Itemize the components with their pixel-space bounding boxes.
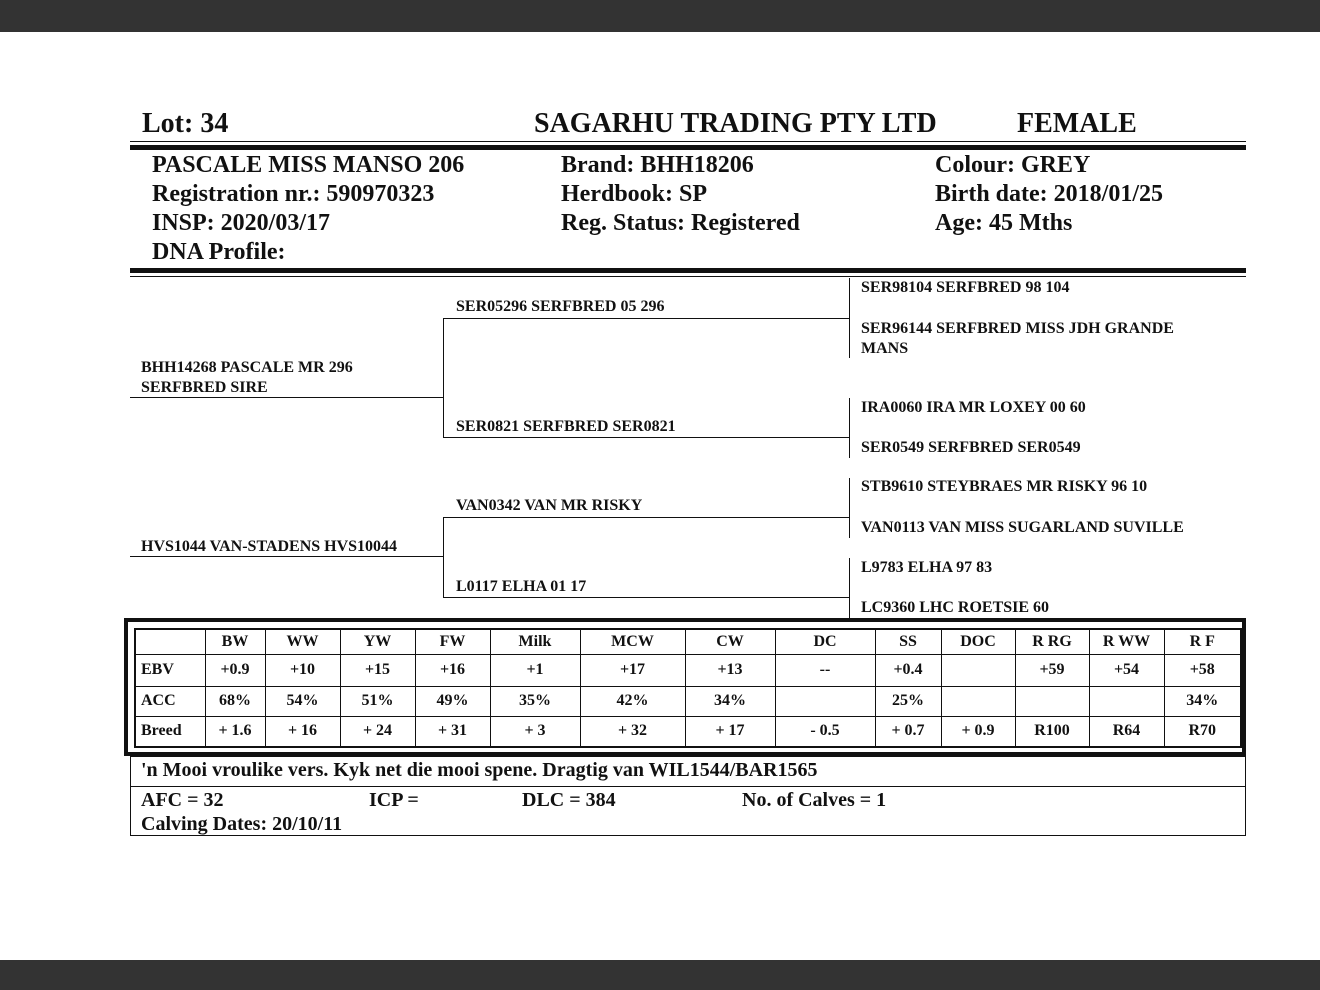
pedigree-connector-ds <box>849 478 850 538</box>
ebv-header-cell: DOC <box>941 629 1015 654</box>
animal-sex: FEMALE <box>1017 108 1137 139</box>
pedigree-connector-sd <box>849 398 850 458</box>
ebv-header-cell: R F <box>1164 629 1241 654</box>
ebv-cell: +16 <box>415 654 490 686</box>
calving-dates: Calving Dates: 20/10/11 <box>141 813 343 835</box>
pedigree-sss: SER98104 SERFBRED 98 104 <box>861 279 1070 296</box>
ebv-cell: +59 <box>1015 654 1089 686</box>
ebv-cell: +13 <box>685 654 775 686</box>
ebv-cell: 49% <box>415 686 490 716</box>
pedigree-sds: IRA0060 IRA MR LOXEY 00 60 <box>861 399 1086 416</box>
ebv-cell: + 3 <box>490 716 580 747</box>
ebv-cell <box>775 686 875 716</box>
ebv-row-acc <box>135 686 1241 716</box>
ebv-header-cell: YW <box>340 629 415 654</box>
pedigree-dam-sire: VAN0342 VAN MR RISKY <box>456 497 643 514</box>
pedigree-ssd <box>861 319 1174 359</box>
ebv-cell: 34% <box>685 686 775 716</box>
ebv-cell: 35% <box>490 686 580 716</box>
pedigree-line-ds <box>443 517 849 518</box>
ebv-cell: +17 <box>580 654 685 686</box>
animal-name: PASCALE MISS MANSO 206 <box>152 152 465 178</box>
calves-count: No. of Calves = 1 <box>742 789 887 811</box>
dna-profile: DNA Profile: <box>152 239 286 265</box>
ebv-cell: R64 <box>1089 716 1164 747</box>
ebv-cell: + 24 <box>340 716 415 747</box>
ebv-cell: +54 <box>1089 654 1164 686</box>
pedigree-sire-line1: BHH14268 PASCALE MR 296 <box>141 359 353 376</box>
pedigree-dds: L9783 ELHA 97 83 <box>861 559 993 576</box>
pedigree-connector-dd <box>849 558 850 618</box>
header-rule-thick <box>130 145 1246 150</box>
pedigree-line-dd <box>443 597 849 598</box>
ebv-table <box>134 628 1242 748</box>
ebv-header-cell: FW <box>415 629 490 654</box>
pedigree-ssd-line2: MANS <box>861 340 909 357</box>
pedigree-sire-dam: SER0821 SERFBRED SER0821 <box>456 418 676 435</box>
ebv-header-cell: R WW <box>1089 629 1164 654</box>
pedigree-ddd: LC9360 LHC ROETSIE 60 <box>861 599 1050 616</box>
registration-number: Registration nr.: 590970323 <box>152 181 435 207</box>
pedigree-ssd-line1: SER96144 SERFBRED MISS JDH GRANDE <box>861 320 1174 337</box>
ebv-cell <box>941 654 1015 686</box>
pedigree-sire <box>141 358 353 398</box>
info-rule-thin <box>130 276 1246 277</box>
ebv-cell: 54% <box>265 686 340 716</box>
ebv-header-cell: CW <box>685 629 775 654</box>
ebv-cell: -- <box>775 654 875 686</box>
ebv-cell: +15 <box>340 654 415 686</box>
ebv-cell: 34% <box>1164 686 1241 716</box>
lot-number: Lot: 34 <box>142 108 229 139</box>
registration-status: Reg. Status: Registered <box>561 210 800 236</box>
dlc-value: DLC = 384 <box>522 789 616 811</box>
pedigree-dam: HVS1044 VAN-STADENS HVS10044 <box>141 538 398 555</box>
herdbook: Herdbook: SP <box>561 181 708 207</box>
age: Age: 45 Mths <box>935 210 1073 236</box>
ebv-cell: - 0.5 <box>775 716 875 747</box>
ebv-cell: +58 <box>1164 654 1241 686</box>
pedigree-sire-line2: SERFBRED SIRE <box>141 379 268 396</box>
pedigree-dsd: VAN0113 VAN MISS SUGARLAND SUVILLE <box>861 519 1184 536</box>
colour: Colour: GREY <box>935 152 1091 178</box>
afc-value: AFC = 32 <box>141 789 224 811</box>
ebv-header-cell: WW <box>265 629 340 654</box>
icp-value: ICP = <box>369 789 419 811</box>
bottom-bar <box>0 960 1320 990</box>
pedigree-connector-dam <box>443 517 444 597</box>
ebv-cell: + 32 <box>580 716 685 747</box>
ebv-cell: +0.9 <box>205 654 265 686</box>
ebv-cell: 25% <box>875 686 941 716</box>
ebv-cell <box>941 686 1015 716</box>
ebv-cell: + 31 <box>415 716 490 747</box>
brand: Brand: BHH18206 <box>561 152 754 178</box>
ebv-cell: +0.4 <box>875 654 941 686</box>
ebv-header-cell: R RG <box>1015 629 1089 654</box>
birth-date: Birth date: 2018/01/25 <box>935 181 1163 207</box>
pedigree-connector-sire <box>443 318 444 438</box>
pedigree-sire-sire: SER05296 SERFBRED 05 296 <box>456 298 665 315</box>
pedigree-dam-dam: L0117 ELHA 01 17 <box>456 578 587 595</box>
ebv-cell: 68% <box>205 686 265 716</box>
ebv-row-label: ACC <box>135 686 205 716</box>
company-name: SAGARHU TRADING PTY LTD <box>534 108 937 139</box>
ebv-cell: + 0.7 <box>875 716 941 747</box>
ebv-header-row <box>135 629 1241 654</box>
ebv-row-ebv <box>135 654 1241 686</box>
header-rule-thin <box>130 141 1246 142</box>
ebv-cell: + 17 <box>685 716 775 747</box>
ebv-header-cell: DC <box>775 629 875 654</box>
ebv-cell: + 16 <box>265 716 340 747</box>
ebv-cell: +10 <box>265 654 340 686</box>
pedigree-connector-ss <box>849 278 850 358</box>
ebv-row-label: EBV <box>135 654 205 686</box>
ebv-cell <box>1015 686 1089 716</box>
info-rule-thick <box>130 268 1246 273</box>
ebv-header-cell: SS <box>875 629 941 654</box>
pedigree-sdd: SER0549 SERFBRED SER0549 <box>861 439 1081 456</box>
ebv-header-cell: Milk <box>490 629 580 654</box>
top-bar <box>0 0 1320 32</box>
pedigree-line-ss <box>443 318 849 319</box>
ebv-cell <box>1089 686 1164 716</box>
ebv-cell: R100 <box>1015 716 1089 747</box>
ebv-cell: +1 <box>490 654 580 686</box>
ebv-header-cell: BW <box>205 629 265 654</box>
notes-separator <box>130 786 1246 787</box>
ebv-row-breed <box>135 716 1241 747</box>
pedigree-dss: STB9610 STEYBRAES MR RISKY 96 10 <box>861 478 1148 495</box>
ebv-header-cell: MCW <box>580 629 685 654</box>
ebv-cell: + 1.6 <box>205 716 265 747</box>
ebv-header-cell <box>135 629 205 654</box>
comment-text: 'n Mooi vroulike vers. Kyk net die mooi spene. Dragtig van WIL1544/BAR1565 <box>141 759 818 781</box>
ebv-cell: + 0.9 <box>941 716 1015 747</box>
inspection-date: INSP: 2020/03/17 <box>152 210 331 236</box>
ebv-cell: 51% <box>340 686 415 716</box>
ebv-cell: 42% <box>580 686 685 716</box>
ebv-row-label: Breed <box>135 716 205 747</box>
ebv-cell: R70 <box>1164 716 1241 747</box>
pedigree-line-sd <box>443 437 849 438</box>
